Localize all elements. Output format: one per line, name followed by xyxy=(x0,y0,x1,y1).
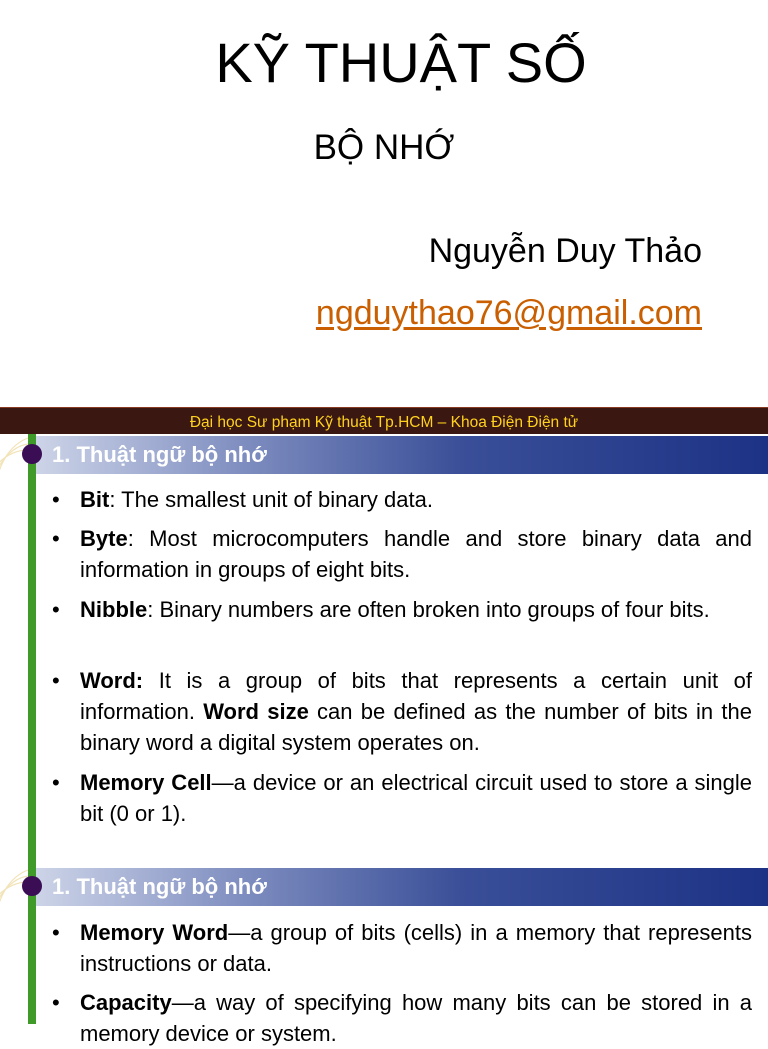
term: Memory Cell xyxy=(80,770,212,795)
author-name: Nguyễn Duy Thảo xyxy=(428,232,702,270)
term: Word size xyxy=(203,699,309,724)
slide-title: KỸ THUẬT SỐ xyxy=(215,31,587,94)
slide-footer-text: Đại học Sư phạm Kỹ thuật Tp.HCM – Khoa Điện Điện tử xyxy=(189,414,579,431)
title-slide xyxy=(0,0,768,407)
definition: : Most microcomputers handle and store binary data and information in groups of eight bits. xyxy=(80,526,752,582)
slide-subtitle: BỘ NHỚ xyxy=(313,128,455,167)
list-item xyxy=(80,987,752,1049)
term: Capacity xyxy=(80,990,172,1015)
list-item xyxy=(80,665,752,758)
list-item xyxy=(80,917,752,979)
term: Memory Word xyxy=(80,920,229,945)
definition: can be defined as the number of bits in the binary word a digital system operates on. xyxy=(80,699,752,755)
section-header-title: 1. Thuật ngữ bộ nhớ xyxy=(52,874,267,899)
term: Bit xyxy=(80,487,110,512)
term: Word: xyxy=(80,668,144,693)
green-side-bar xyxy=(28,434,36,866)
definition: : Binary numbers are often broken into groups of four bits. xyxy=(147,597,710,622)
header-bullet-dot xyxy=(22,876,42,896)
list-item xyxy=(80,484,752,515)
term: Byte xyxy=(80,526,128,551)
email-link[interactable]: ngduythao76@gmail.com xyxy=(315,294,702,332)
definition: —a device or an electrical circuit used to store a single bit (0 or 1). xyxy=(80,770,753,826)
definition: —a way of specifying how many bits can be stored in a memory device or system. xyxy=(80,990,752,1046)
definition: —a group of bits (cells) in a memory that represents instructions or data. xyxy=(80,920,752,976)
list-item xyxy=(80,594,752,625)
term: Nibble xyxy=(80,597,148,622)
list-item xyxy=(80,767,752,829)
definition: : The smallest unit of binary data. xyxy=(109,487,433,512)
header-bullet-dot xyxy=(22,444,42,464)
list-item xyxy=(80,523,752,585)
definition: It is a group of bits that represents a certain unit of information. xyxy=(80,668,752,724)
section-header-title: 1. Thuật ngữ bộ nhớ xyxy=(52,442,267,467)
